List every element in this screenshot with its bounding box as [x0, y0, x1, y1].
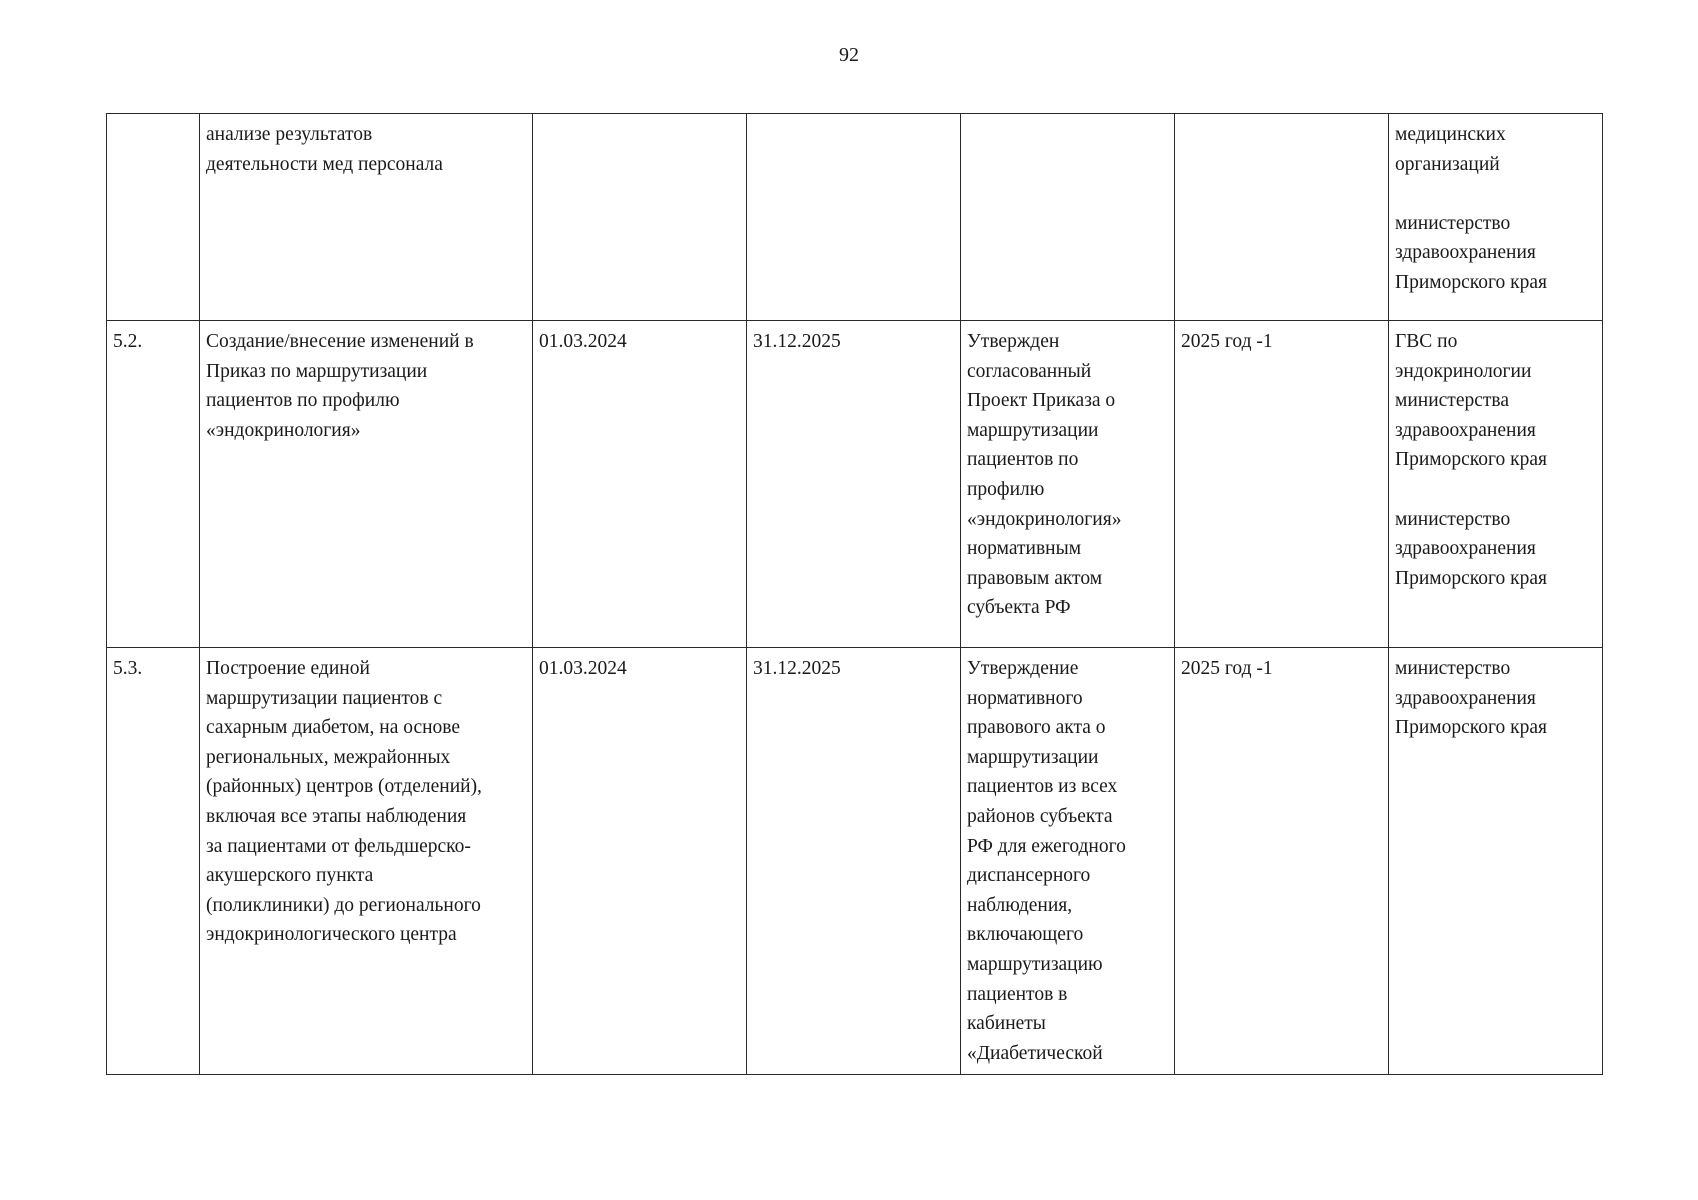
result-cell: Утвержден согласованный Проект Приказа о маршрутизации пациентов по профилю «эндокринология» нормативным правовым актом субъекта РФ	[961, 321, 1175, 648]
event-cell: анализе результатов деятельности мед персонала	[200, 114, 533, 321]
start-date-cell: 01.03.2024	[533, 648, 747, 1075]
target-cell: 2025 год -1	[1175, 321, 1389, 648]
item-number-cell	[107, 114, 200, 321]
start-date-cell	[533, 114, 747, 321]
responsible-cell: медицинских организаций министерство здравоохранения Приморского края	[1389, 114, 1603, 321]
result-cell	[961, 114, 1175, 321]
table-row	[107, 114, 1603, 321]
responsible-cell: министерство здравоохранения Приморского края	[1389, 648, 1603, 1075]
action-plan-table	[106, 113, 1603, 1075]
start-date-cell: 01.03.2024	[533, 321, 747, 648]
end-date-cell: 31.12.2025	[747, 648, 961, 1075]
page-number: 92	[839, 44, 859, 66]
target-cell	[1175, 114, 1389, 321]
end-date-cell: 31.12.2025	[747, 321, 961, 648]
table-row	[107, 648, 1603, 1075]
event-cell: Создание/внесение изменений в Приказ по маршрутизации пациентов по профилю «эндокринология»	[200, 321, 533, 648]
table-row	[107, 321, 1603, 648]
end-date-cell	[747, 114, 961, 321]
event-cell: Построение единой маршрутизации пациентов с сахарным диабетом, на основе региональных, межрайонных (районных) центров (отделений), включая все этапы наблюдения за пациентами от фельдшерско- акушерского пункта (поликлиники) до регионального эндокринологического центра	[200, 648, 533, 1075]
item-number-cell: 5.3.	[107, 648, 200, 1075]
result-cell: Утверждение нормативного правового акта о маршрутизации пациентов из всех районов субъекта РФ для ежегодного диспансерного наблюдения, включающего маршрутизацию пациентов в кабинеты «Диабетической	[961, 648, 1175, 1075]
item-number-cell: 5.2.	[107, 321, 200, 648]
target-cell: 2025 год -1	[1175, 648, 1389, 1075]
responsible-cell: ГВС по эндокринологии министерства здравоохранения Приморского края министерство здравоохранения Приморского края	[1389, 321, 1603, 648]
